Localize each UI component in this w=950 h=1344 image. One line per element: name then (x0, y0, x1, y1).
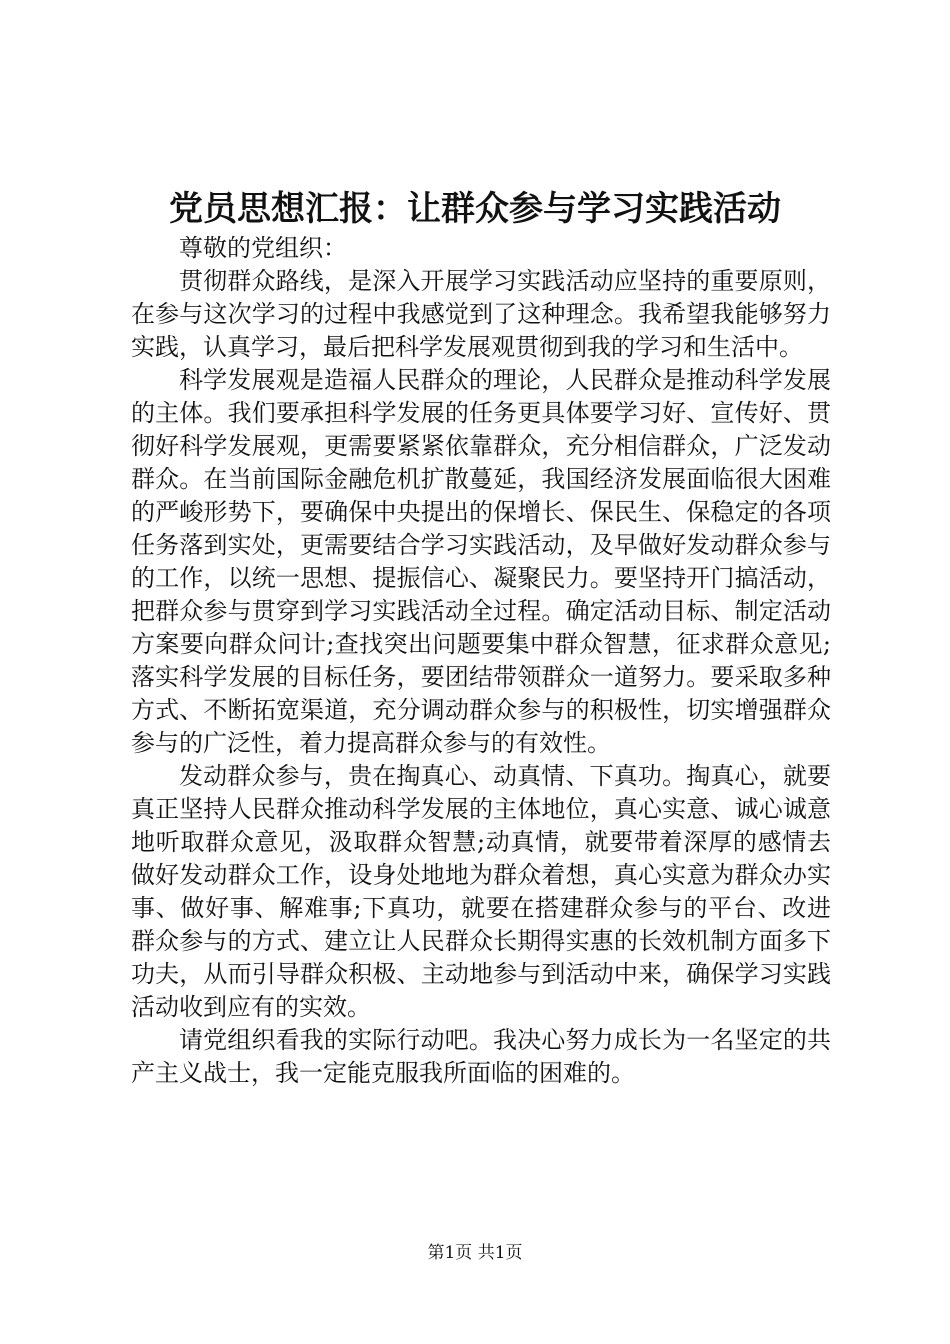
paragraph: 请党组织看我的实际行动吧。我决心努力成长为一名坚定的共产主义战士，我一定能克服我所面临的困难的。 (131, 1026, 831, 1087)
paragraph: 贯彻群众路线，是深入开展学习实践活动应坚持的重要原则，在参与这次学习的过程中我感觉到了这种理念。我希望我能够努力实践，认真学习，最后把科学发展观贯彻到我的学习和生活中。 (131, 267, 831, 361)
document-body (131, 232, 831, 1090)
document-title: 党员思想汇报：让群众参与学习实践活动 (169, 189, 781, 229)
paragraph: 科学发展观是造福人民群众的理论，人民群众是推动科学发展的主体。我们要承担科学发展的任务更具体要学习好、宣传好、贯彻好科学发展观，更需要紧紧依靠群众，充分相信群众，广泛发动群众。在当前国际金融危机扩散蔓延，我国经济发展面临很大困难的严峻形势下，要确保中央提出的保增长、保民生、保稳定的各项任务落到实处，更需要结合学习实践活动，及早做好发动群众参与的工作，以统一思想、提振信心、凝聚民力。要坚持开门搞活动，把群众参与贯穿到学习实践活动全过程。确定活动目标、制定活动方案要向群众问计;查找突出问题要集中群众智慧，征求群众意见;落实科学发展的目标任务，要团结带领群众一道努力。要采取多种方式、不断拓宽渠道，充分调动群众参与的积极性，切实增强群众参与的广泛性，着力提高群众参与的有效性。 (131, 366, 831, 757)
paragraph: 发动群众参与，贵在掏真心、动真情、下真功。掏真心，就要真正坚持人民群众推动科学发展的主体地位，真心实意、诚心诚意地听取群众意见，汲取群众智慧;动真情，就要带着深厚的感情去做好发动群众工作，设身处地地为群众着想，真心实意为群众办实事、做好事、解难事;下真功，就要在搭建群众参与的平台、改进群众参与的方式、建立让人民群众长期得实惠的长效机制方面多下功夫，从而引导群众积极、主动地参与到活动中来，确保学习实践活动收到应有的实效。 (131, 762, 831, 1021)
salutation: 尊敬的党组织： (179, 234, 347, 262)
page-number-footer: 第1页 共1页 (427, 1243, 523, 1263)
